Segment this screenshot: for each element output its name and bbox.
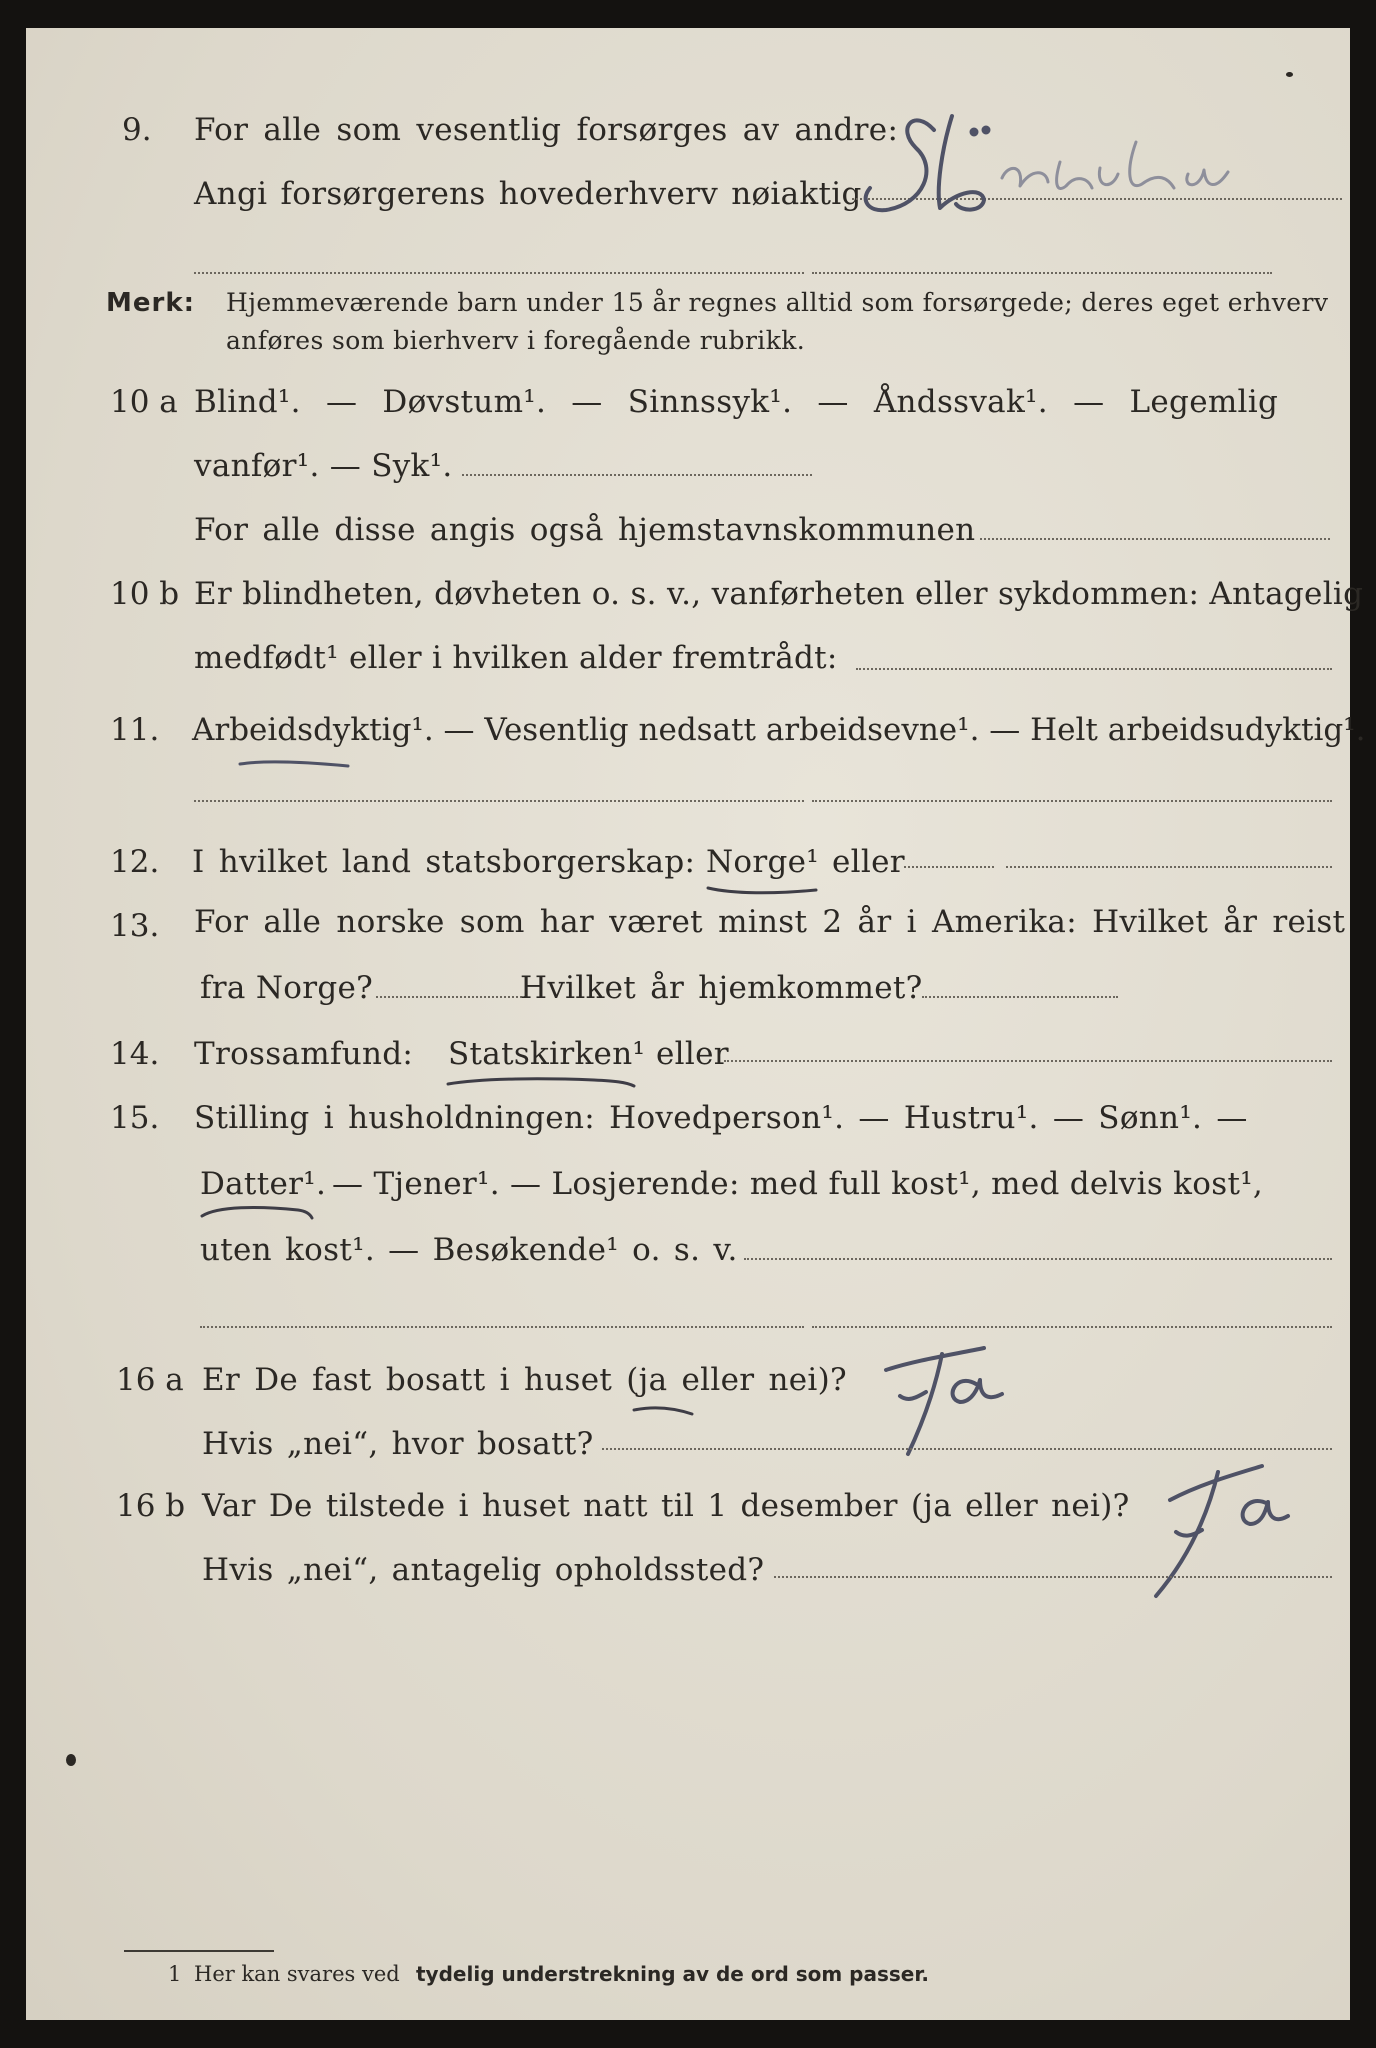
q15-answer-line [744, 1258, 1332, 1260]
q16a-number: 16 a [116, 1362, 184, 1398]
q10b-answer-line [856, 668, 1332, 670]
ink-speck [1286, 72, 1293, 77]
q16b-line2: Hvis „nei“, antagelig opholdssted? [202, 1552, 765, 1588]
q15-extra-line-a [200, 1326, 804, 1328]
q14-eller: eller [656, 1036, 729, 1072]
q9-answer-line [852, 198, 1342, 200]
q11-line-a [194, 800, 804, 802]
q13-number: 13. [110, 908, 160, 944]
q12-number: 12. [110, 844, 160, 880]
q12-answer-line-a [904, 866, 994, 868]
q16a-line2: Hvis „nei“, hvor bosatt? [202, 1426, 594, 1462]
q14-underline-mark [444, 1070, 644, 1094]
q13-left-year-line [376, 996, 526, 998]
q11-underline-mark [236, 754, 356, 774]
q10b-number: 10 b [110, 576, 180, 612]
merk-line2: anføres som bierhverv i foregående rubrikk. [226, 326, 806, 355]
q15-line2: — Tjener¹. — Losjerende: med full kost¹, med delvis kost¹, [332, 1166, 1264, 1202]
footnote-bold-text: tydelig understrekning av de ord som passer. [416, 1962, 929, 1986]
q15-number: 15. [110, 1100, 160, 1136]
ink-speck [66, 1754, 76, 1766]
q9-handwritten-answer [856, 108, 1326, 248]
q12-line1: I hvilket land statsborgerskap: [192, 844, 696, 880]
q10a-number: 10 a [110, 384, 178, 420]
q9-line2: Angi forsørgerens hovederhverv nøiaktig [194, 176, 862, 212]
q15-underline-mark [198, 1200, 318, 1224]
q10a-home-line [980, 538, 1330, 540]
q9-extra-line-b [812, 272, 1272, 274]
q15-extra-line-b [812, 1326, 1332, 1328]
q12-answer-line-b [1006, 866, 1332, 868]
q10a-line1: Blind¹. — Døvstum¹. — Sinnssyk¹. — Åndssvak¹. — Legemlig [194, 384, 1279, 420]
q9-line1: For alle som vesentlig forsørges av andre: [194, 112, 899, 148]
q10b-line1: Er blindheten, døvheten o. s. v., vanførheten eller sykdommen: Antagelig [194, 576, 1364, 612]
footnote-emphasis [416, 1962, 929, 1986]
q13-line2a: fra Norge? [200, 970, 374, 1006]
q16a-handwritten-answer [856, 1332, 1026, 1462]
q15-line3: uten kost¹. — Besøkende¹ o. s. v. [200, 1232, 738, 1268]
q12-eller: eller [832, 844, 905, 880]
q14-label: Trossamfund: [194, 1036, 414, 1072]
q16a-line1: Er De fast bosatt i huset (ja eller nei)? [202, 1362, 847, 1398]
q13-return-year-line [922, 996, 1118, 998]
q13-line2b: Hvilket år hjemkommet? [520, 970, 923, 1006]
q15-line1: Stilling i husholdningen: Hovedperson¹. — Hustru¹. — Sønn¹. — [194, 1100, 1248, 1136]
q15-datter: Datter¹. [200, 1166, 327, 1202]
q11-number: 11. [110, 712, 160, 748]
q10a-line3: For alle disse angis også hjemstavnskommunen [194, 512, 976, 548]
q16b-answer-line [774, 1576, 1332, 1578]
q11-line-b [812, 800, 1332, 802]
q13-line1: For alle norske som har været minst 2 år i Amerika: Hvilket år reist [194, 904, 1346, 940]
merk-line1: Hjemmeværende barn under 15 år regnes alltid som forsørgede; deres eget erhverv [226, 288, 1329, 317]
q9-number: 9. [122, 112, 152, 148]
q9-extra-line-a [194, 272, 804, 274]
q12-underline-mark [704, 880, 824, 900]
q16b-number: 16 b [116, 1488, 186, 1524]
q16b-line1: Var De tilstede i huset natt til 1 desember (ja eller nei)? [202, 1488, 1130, 1524]
footnote-lead: Her kan svares ved [194, 1962, 400, 1986]
footnote-rule [124, 1950, 274, 1952]
q10b-line2: medfødt¹ eller i hvilken alder fremtrådt: [194, 640, 838, 676]
q16a-answer-line [602, 1448, 1332, 1450]
footnote-marker: 1 [168, 1962, 182, 1986]
q14-statskirken: Statskirken¹ [448, 1036, 646, 1072]
q16b-handwritten-answer [1126, 1444, 1296, 1604]
q10a-answer-line [462, 474, 812, 476]
merk-label: Merk: [106, 288, 196, 318]
q16a-underline-mark [630, 1402, 700, 1422]
q12-norge: Norge¹ [706, 844, 820, 880]
q10a-line2: vanfør¹. — Syk¹. [194, 448, 453, 484]
q14-number: 14. [110, 1036, 160, 1072]
q14-answer-line [724, 1060, 1332, 1062]
census-form-page [26, 28, 1366, 2020]
q11-line1: Arbeidsdyktig¹. — Vesentlig nedsatt arbeidsevne¹. — Helt arbeidsudyktig¹. [192, 712, 1366, 748]
